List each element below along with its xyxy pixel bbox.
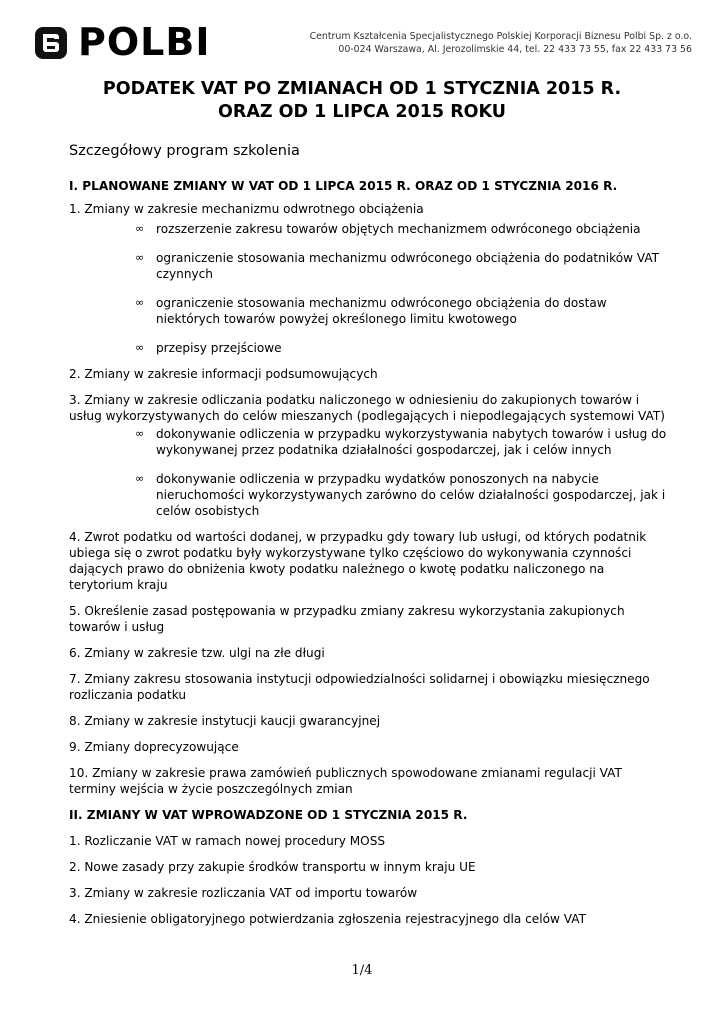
section-heading: II. ZMIANY W VAT WPROWADZONE OD 1 STYCZNIA 2015 R. <box>69 808 468 822</box>
infinity-bullet-icon: ∞ <box>135 251 145 264</box>
program-item: 1. Zmiany w zakresie mechanizmu odwrotnego obciążenia <box>69 202 424 216</box>
bullet-item <box>69 250 669 282</box>
bullet-text: dokonywanie odliczenia w przypadku wydatków ponoszonych na nabycie nieruchomości wykorzystywanych zarówno do celów działalności gospodarczej, jak i celów osobistych <box>156 472 666 518</box>
infinity-bullet-icon: ∞ <box>135 296 145 309</box>
program-item: 9. Zmiany doprecyzowujące <box>69 740 239 754</box>
bullet-text: dokonywanie odliczenia w przypadku wykorzystywania nabytych towarów i usług do wykonywanej przez podatnika działalności gospodarczej, jak i celów innych <box>156 427 667 457</box>
title-line-1: PODATEK VAT PO ZMIANACH OD 1 STYCZNIA 2015 R. <box>102 79 622 99</box>
bullet-item <box>69 295 669 327</box>
polbi-logo <box>34 20 224 64</box>
bullet-text: ograniczenie stosowania mechanizmu odwróconego obciążenia do dostaw niektórych towarów powyżej określonego limitu kwotowego <box>156 296 607 326</box>
infinity-bullet-icon: ∞ <box>135 341 145 354</box>
program-item: 7. Zmiany zakresu stosowania instytucji odpowiedzialności solidarnej i obowiązku miesięcznego rozliczania podatku <box>69 672 650 702</box>
program-item: 10. Zmiany w zakresie prawa zamówień publicznych spowodowane zmianami regulacji VAT terminy wejścia w życie poszczególnych zmian <box>69 766 622 796</box>
title-line-2: ORAZ OD 1 LIPCA 2015 ROKU <box>217 102 507 122</box>
program-item: 2. Zmiany w zakresie informacji podsumowujących <box>69 367 378 381</box>
bullet-text: ograniczenie stosowania mechanizmu odwróconego obciążenia do podatników VAT czynnych <box>156 251 660 281</box>
bullet-item <box>69 426 669 458</box>
logo-wordmark: POLBI <box>78 20 211 64</box>
document-subtitle: Szczegółowy program szkolenia <box>69 143 300 159</box>
program-item: 4. Zniesienie obligatoryjnego potwierdzania zgłoszenia rejestracyjnego dla celów VAT <box>69 912 586 926</box>
infinity-bullet-icon: ∞ <box>135 472 145 485</box>
bullet-item <box>69 340 669 356</box>
program-item: 3. Zmiany w zakresie odliczania podatku naliczonego w odniesieniu do zakupionych towarów i usług wykorzystywanych do celów mieszanych (podlegających i niepodlegających systemowi VAT) <box>69 393 665 423</box>
document-body <box>69 178 669 937</box>
bullet-text: przepisy przejściowe <box>156 341 282 355</box>
bullet-text: rozszerzenie zakresu towarów objętych mechanizmem odwróconego obciążenia <box>156 222 641 236</box>
page-number: 1/4 <box>351 963 373 978</box>
program-item: 4. Zwrot podatku od wartości dodanej, w przypadku gdy towary lub usługi, od których podatnik ubiega się o zwrot podatku były wykorzystywane tylko częściowo do wykonywania czynności dających prawo do obniżenia kwoty podatku należnego o kwotę podatku naliczonego na terytorium kraju <box>69 530 647 592</box>
program-item: 6. Zmiany w zakresie tzw. ulgi na złe długi <box>69 646 325 660</box>
bullet-item <box>69 221 669 237</box>
program-item: 8. Zmiany w zakresie instytucji kaucji gwarancyjnej <box>69 714 381 728</box>
bullet-item <box>69 471 669 519</box>
infinity-bullet-icon: ∞ <box>135 222 145 235</box>
section-heading: I. PLANOWANE ZMIANY W VAT OD 1 LIPCA 2015 R. ORAZ OD 1 STYCZNIA 2016 R. <box>69 179 618 193</box>
program-item: 3. Zmiany w zakresie rozliczania VAT od importu towarów <box>69 886 418 900</box>
program-item: 5. Określenie zasad postępowania w przypadku zmiany zakresu wykorzystania zakupionych towarów i usług <box>69 604 625 634</box>
bullet-list <box>69 426 669 519</box>
polbi-logo-icon <box>34 26 68 60</box>
program-item: 1. Rozliczanie VAT w ramach nowej procedury MOSS <box>69 834 386 848</box>
program-item: 2. Nowe zasady przy zakupie środków transportu w innym kraju UE <box>69 860 476 874</box>
bullet-list <box>69 221 669 356</box>
infinity-bullet-icon: ∞ <box>135 427 145 440</box>
company-info <box>310 30 692 56</box>
page-header <box>0 0 724 70</box>
document-title <box>0 78 724 124</box>
company-name: Centrum Kształcenia Specjalistycznego Polskiej Korporacji Biznesu Polbi Sp. z o.o. <box>309 31 692 42</box>
company-address: 00-024 Warszawa, Al. Jerozolimskie 44, tel. 22 433 73 55, fax 22 433 73 56 <box>338 44 692 55</box>
